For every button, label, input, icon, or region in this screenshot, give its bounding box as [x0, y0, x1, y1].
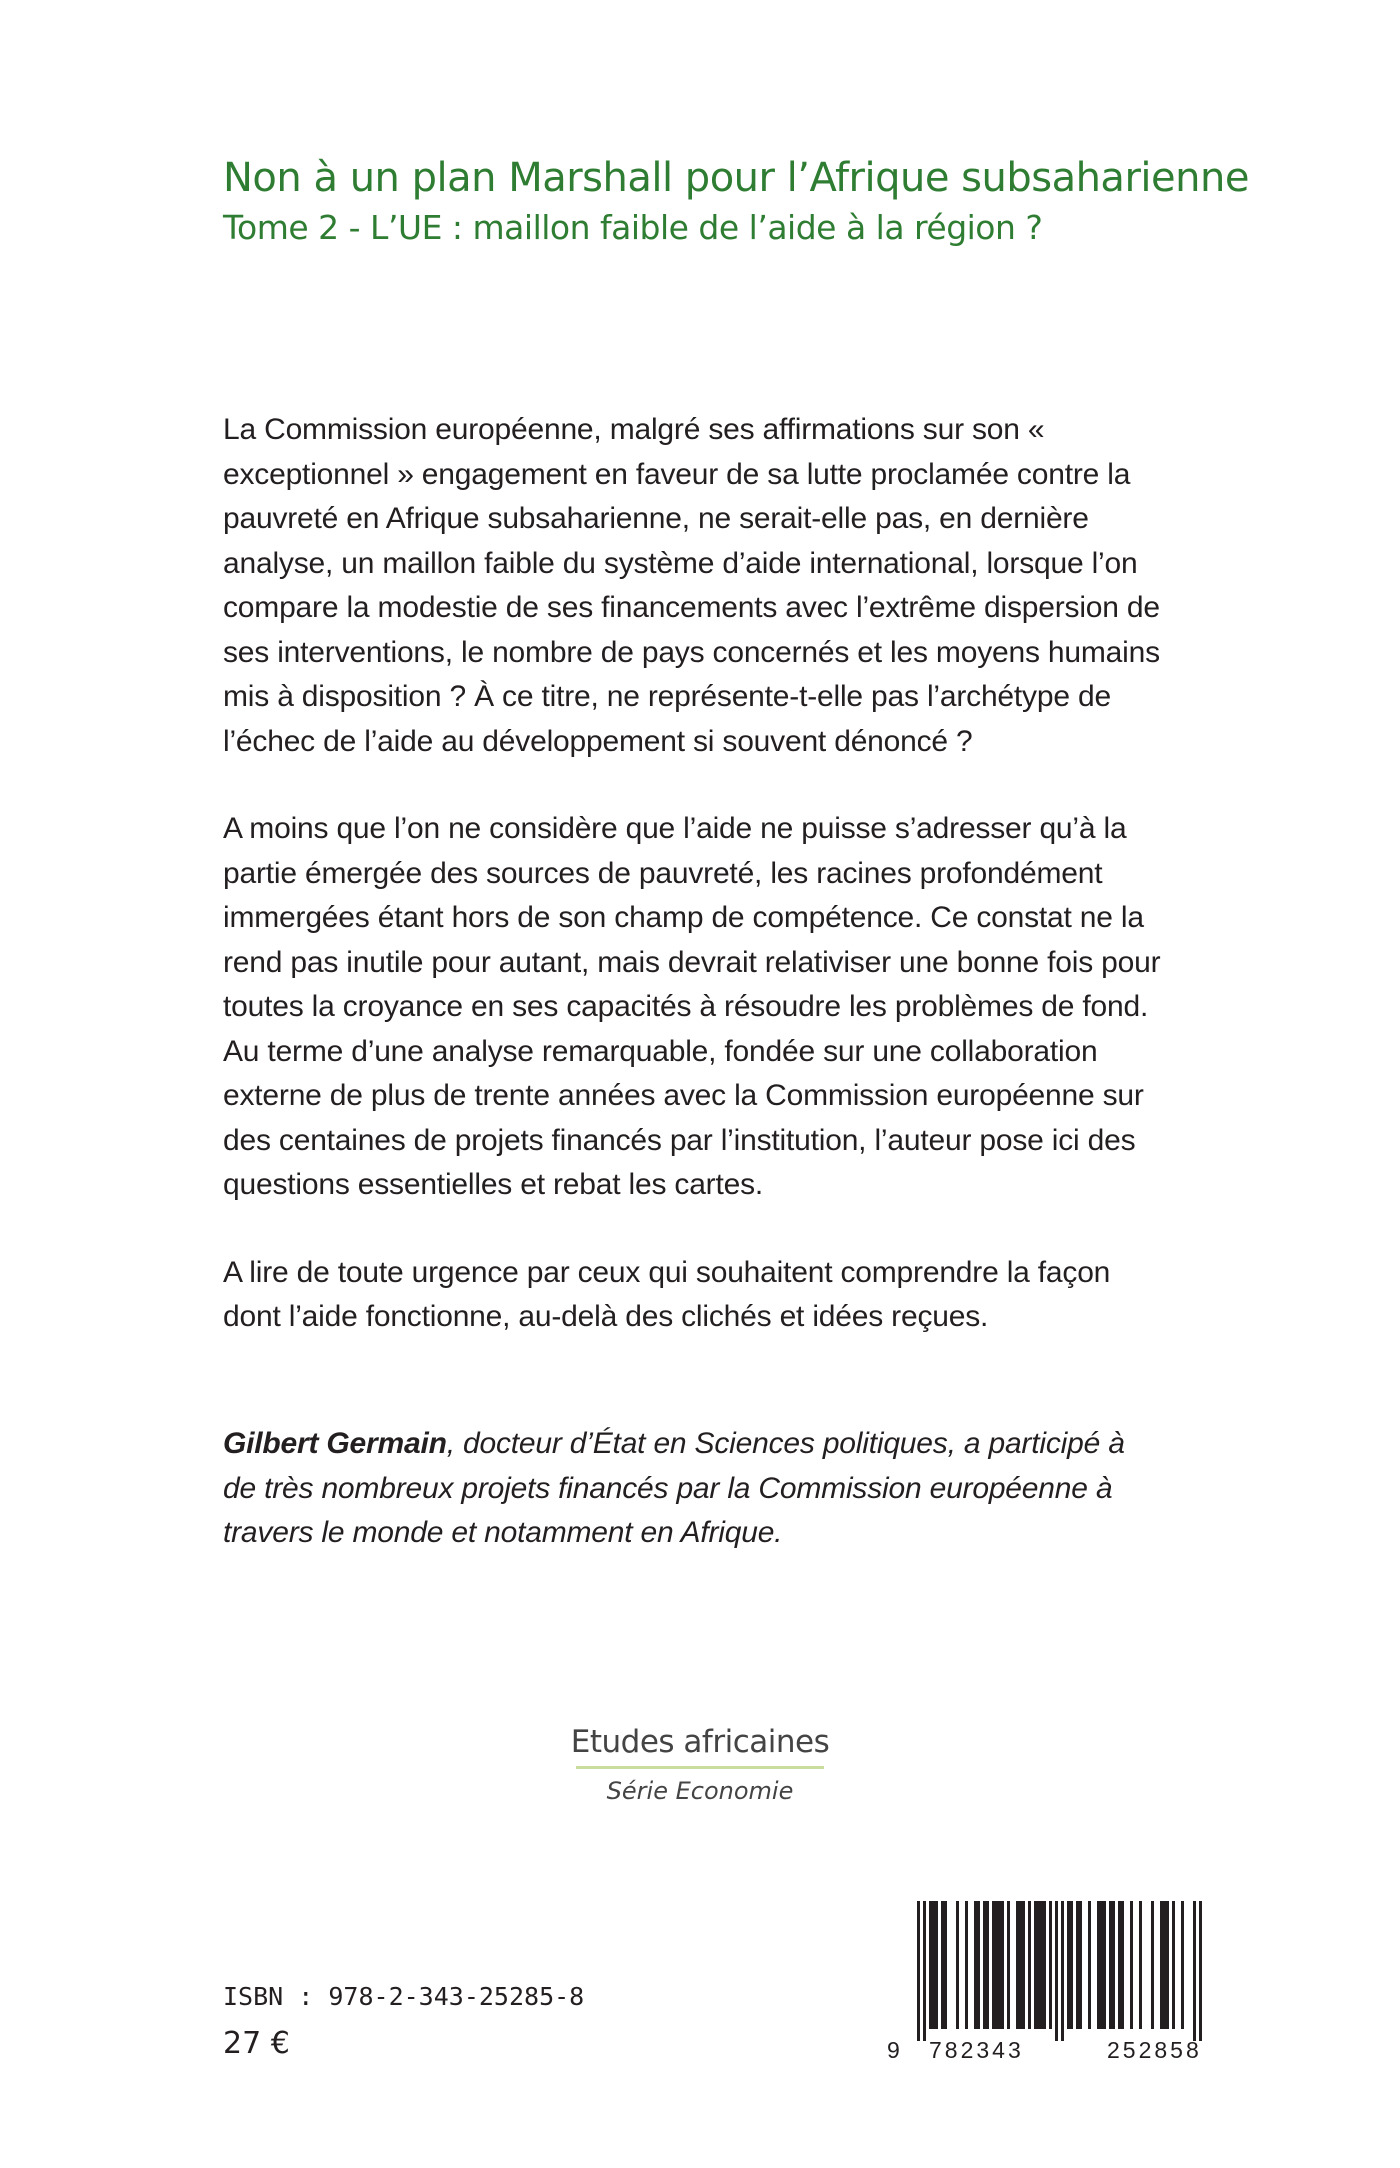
collection-block — [560, 1724, 840, 1805]
barcode-bar — [935, 1901, 938, 2029]
barcode-bar — [977, 1901, 980, 2029]
barcode-bar — [986, 1901, 989, 2029]
blurb-paragraph-1: La Commission européenne, malgré ses affirmations sur son « exceptionnel » engagement en faveur de sa lutte proclamée contre la pauvreté en Afrique subsaharienne, ne serait-elle pas, en dernière analyse, un maillon faible du système d’aide international, lorsque l’on compare la modestie de ses financements avec l’extrême dispersion de ses interventions, le nombre de pays concernés et les moyens humains mis à disposition ? À ce titre, ne représente-t-elle pas l’archétype de l’échec de l’aide au développement si souvent dénoncé ? — [223, 413, 1160, 758]
author-description: , docteur d’État en Sciences politiques, a participé à de très nombreux projets financés par la Commission européenne à travers le monde et notamment en Afrique. — [223, 1427, 1125, 1549]
barcode-bar — [1034, 1901, 1037, 2029]
barcode-bar — [1028, 1901, 1031, 2029]
barcode-bar — [995, 1901, 998, 2029]
barcode-bar — [917, 1901, 920, 2041]
barcode-bar — [1160, 1901, 1163, 2029]
price: 27 € — [223, 2026, 290, 2061]
barcode-bar — [1040, 1901, 1043, 2029]
barcode-first-digit: 9 — [887, 2037, 900, 2063]
blurb-paragraph-4: A lire de toute urgence par ceux qui souhaitent comprendre la façon dont l’aide fonctionne, au-delà des clichés et idées reçues. — [223, 1255, 1111, 1333]
barcode-bar — [974, 1901, 977, 2029]
barcode-bar — [1139, 1901, 1142, 2029]
barcode — [887, 1901, 1267, 2071]
barcode-bar — [1055, 1901, 1058, 2041]
barcode-left-digits: 782343 — [929, 2037, 1024, 2063]
barcode-bar — [1061, 1901, 1064, 2041]
barcode-bar — [1172, 1901, 1175, 2029]
barcode-bar — [1118, 1901, 1121, 2029]
barcode-bar — [1022, 1901, 1025, 2029]
barcode-bar — [1109, 1901, 1112, 2029]
blurb-paragraph-2: A moins que l’on ne considère que l’aide ne puisse s’adresser qu’à la partie émergée des sources de pauvreté, les racines profondément immergées étant hors de son champ de compétence. Ce constat ne la rend pas inutile pour autant, mais devrait relativiser une bonne fois pour toutes la croyance en ses capacités à résoudre les problèmes de fond. — [223, 812, 1161, 1023]
barcode-bar — [1181, 1901, 1184, 2029]
barcode-bar — [1088, 1901, 1091, 2029]
barcode-bar — [1199, 1901, 1202, 2041]
barcode-bar — [1151, 1901, 1154, 2029]
book-subtitle: Tome 2 - L’UE : maillon faible de l’aide à la région ? — [223, 208, 1043, 247]
blurb-paragraph-3: Au terme d’une analyse remarquable, fondée sur une collaboration externe de plus de trente années avec la Commission européenne sur des centaines de projets financés par l’institution, l’auteur pose ici des questions essentielles et rebat les cartes. — [223, 1034, 1144, 1201]
barcode-bar — [1130, 1901, 1133, 2029]
barcode-bar — [1019, 1901, 1022, 2029]
barcode-bar — [1076, 1901, 1079, 2029]
barcode-bar — [944, 1901, 947, 2029]
author-name: Gilbert Germain — [223, 1427, 447, 1460]
barcode-bar — [1067, 1901, 1070, 2029]
barcode-bar — [965, 1901, 968, 2029]
barcode-bar — [1016, 1901, 1019, 2029]
barcode-bar — [1007, 1901, 1010, 2029]
barcode-bar — [1112, 1901, 1115, 2029]
collection-series: Série Economie — [606, 1777, 794, 1805]
barcode-bar — [923, 1901, 926, 2041]
book-title: Non à un plan Marshall pour l’Afrique subsaharienne — [223, 155, 1249, 201]
barcode-bar — [941, 1901, 944, 2029]
barcode-right-digits: 252858 — [1107, 2037, 1202, 2063]
author-bio — [223, 1422, 1163, 1556]
barcode-bar — [1037, 1901, 1040, 2029]
cover-titles — [223, 152, 1323, 252]
barcode-bar — [1079, 1901, 1082, 2029]
barcode-bar — [992, 1901, 995, 2029]
barcode-bar — [1001, 1901, 1004, 2029]
barcode-bar — [929, 1901, 932, 2029]
barcode-bar — [983, 1901, 986, 2029]
collection-divider — [576, 1766, 824, 1769]
barcode-bar — [1121, 1901, 1124, 2029]
barcode-bars — [887, 1901, 1267, 2041]
collection-name: Etudes africaines — [570, 1724, 830, 1760]
barcode-bar — [1166, 1901, 1169, 2029]
barcode-bar — [956, 1901, 959, 2029]
barcode-bar — [1100, 1901, 1103, 2029]
barcode-bar — [1097, 1901, 1100, 2029]
barcode-bar — [1070, 1901, 1073, 2029]
barcode-bar — [1193, 1901, 1196, 2041]
barcode-bar — [1049, 1901, 1052, 2029]
barcode-bar — [1043, 1901, 1046, 2029]
barcode-bar — [998, 1901, 1001, 2029]
barcode-bar — [1163, 1901, 1166, 2029]
isbn-number: ISBN : 978-2-343-25285-8 — [223, 1982, 585, 2011]
barcode-bar — [932, 1901, 935, 2029]
barcode-bar — [1103, 1901, 1106, 2029]
blurb — [223, 408, 1163, 1340]
